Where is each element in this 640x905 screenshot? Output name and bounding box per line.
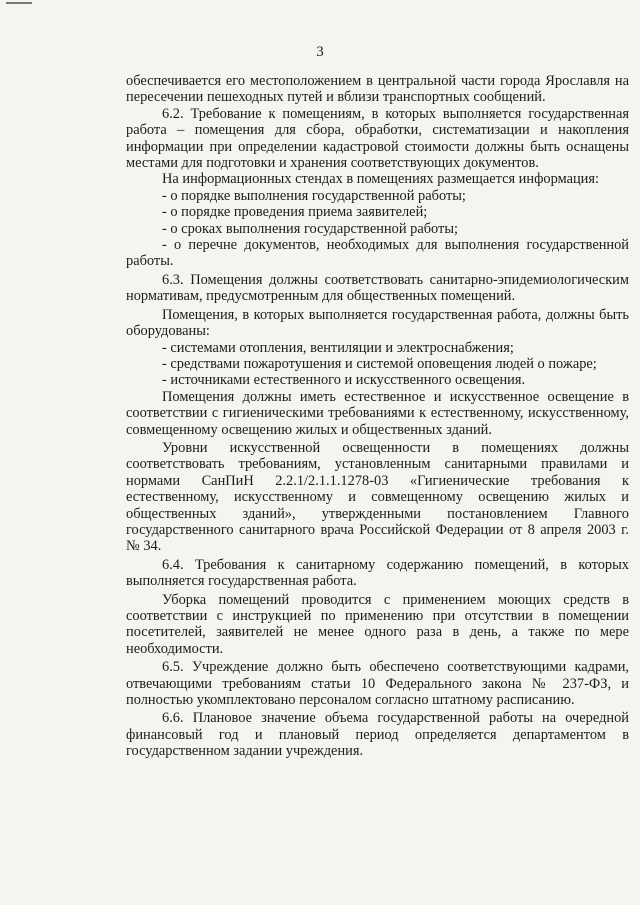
paragraph-6-5: 6.5. Учреждение должно быть обеспечено соответствующими кадрами, отвечающими требованиям статьи 10 Федерального закона № 237-ФЗ, и полностью укомплектовано персоналом согласно штатному расписанию. [126,659,629,709]
paragraph-lighting-levels: Уровни искусственной освещенности в помещениях должны соответствовать требованиям, установленным санитарными правилами и нормами СанПиН 2.2.1/2.1.1.1278-03 «Гигиенические требования к естественному, искусственному и совмещенному освещению жилых и общественных зданий», утвержденными постановлением Главного государственного санитарного врача Российской Федерации от 8 апреля 2003 г. № 34. [126,439,629,555]
scan-corner-mark [6,2,32,4]
page-number: 3 [316,44,324,60]
paragraph-cleaning: Уборка помещений проводится с применением моющих средств в соответствии с инструкцией по применению при отсутствии в помещении посетителей, заявителей не менее одного раза в день, а также по мере необходимости. [126,591,629,657]
paragraph-equipment: Помещения, в которых выполняется государственная работа, должны быть оборудованы: [126,306,629,340]
paragraph-lighting: Помещения должны иметь естественное и искусственное освещение в соответствии с гигиеническими требованиями к естественному, искусственному, совмещенному освещению жилых и общественных зданий. [126,388,629,438]
list-item: - о порядке выполнения государственной работы; [162,187,466,204]
list-item: - источниками естественного и искусственного освещения. [162,372,526,389]
paragraph-6-2: 6.2. Требование к помещениям, в которых выполняется государственная работа – помещения для сбора, обработки, систематизации и накопления информации при определении кадастровой стоимости должны быть оснащены местами для подготовки и хранения соответствующих документов. [126,105,629,172]
paragraph-info-stands: На информационных стендах в помещениях размещается информация: [162,171,599,188]
list-item: - о сроках выполнения государственной работы; [162,220,458,237]
list-item: - системами отопления, вентиляции и электроснабжения; [162,339,514,356]
paragraph-6-6: 6.6. Плановое значение объема государственной работы на очередной финансовый год и плановый период определяется департаментом в государственном задании учреждения. [126,710,629,760]
paragraph-location: обеспечивается его местоположением в центральной части города Ярославля на пересечении пешеходных путей и вблизи транспортных сообщений. [126,73,629,106]
paragraph-6-4: 6.4. Требования к санитарному содержанию помещений, в которых выполняется государственная работа. [126,556,629,590]
list-item: - о порядке проведения приема заявителей; [162,204,428,221]
document-body [126,73,629,760]
paragraph-6-3: 6.3. Помещения должны соответствовать санитарно-эпидемиологическим нормативам, предусмотренным для общественных помещений. [126,271,629,305]
list-item: - о перечне документов, необходимых для выполнения государственной работы. [126,237,629,270]
list-item: - средствами пожаротушения и системой оповещения людей о пожаре; [162,355,597,372]
